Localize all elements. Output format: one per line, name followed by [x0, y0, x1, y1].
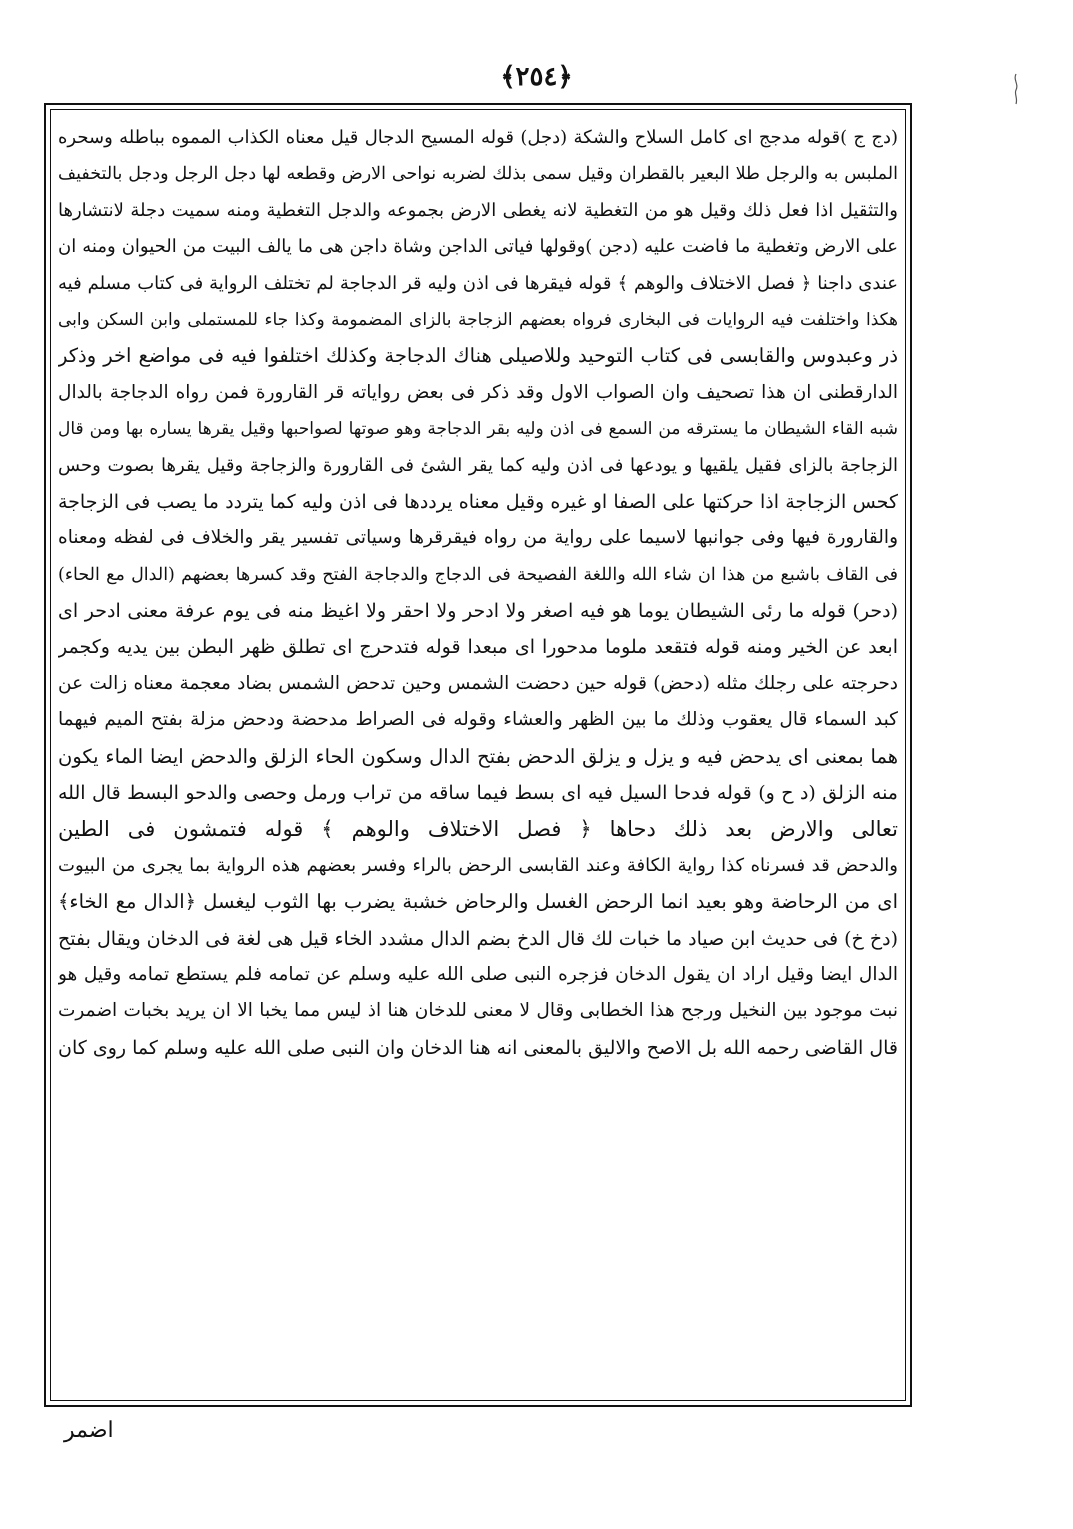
catchword: اضمر — [64, 1418, 114, 1443]
text-line: نبت موجود بين النخيل ورجح هذا الخطابى وقال لا معنى للدخان هنا اذ ليس مما يخبا الا ان يريد بخبات اضمرت — [58, 1000, 898, 1022]
text-line: قال القاضى رحمه الله بل الاصح والاليق بالمعنى انه هنا الدخان وان النبى صلى الله عليه وسلم كما روى كان — [58, 1036, 898, 1059]
text-line: منه الزلق (د ح و) قوله فدحا السيل فيه اى بسط فيما ساقه من تراب ورمل وحصى والدحو البسط قال الله — [58, 782, 898, 805]
text-line: عندى داجنا ﴿ فصل الاختلاف والوهم ﴾ قوله فيقرها فى اذن وليه قر الدجاجة لم تختلف الرواية فى كتاب مسلم فيه — [58, 272, 898, 294]
text-body — [58, 120, 898, 1395]
margin-mark-icon — [1010, 72, 1022, 106]
text-line: شبه القاء الشيطان ما يسترقه من السمع فى اذن وليه بقر الدجاجة وهو صوتها لصواحبها وقيل يقرها يساره بها ومن قال — [58, 419, 898, 440]
text-line: (دخ خ) فى حديث ابن صياد ما خبات لك قال الدخ بضم الدال مشدد الخاء قيل هى لغة فى الدخان ويقال بفتح — [58, 927, 898, 950]
text-line: الملبس به والرجل طلا البعير بالقطران وقيل سمى بذلك لضربه نواحى الارض وقطعه لها دجل الرجل ودجل بالتخفيف — [58, 164, 898, 185]
text-line: (دحر) قوله ما رئى الشيطان يوما هو فيه اصغر ولا ادحر ولا احقر ولا اغيظ منه فى يوم عرفة معنى ادحر اى — [58, 600, 898, 623]
text-line: هكذا واختلفت فيه الروايات فى البخارى فرواه بعضهم الزجاجة بالزاى المضمومة وكذا جاء للمستملى وابن السكن وابى — [58, 309, 898, 330]
text-line: الدارقطنى ان هذا تصحيف وان الصواب الاول وقد ذكر فى بعض رواياته قر القارورة فمن رواه الدجاجة بالدال — [58, 381, 898, 403]
text-line: (دج ج )قوله مدجج اى كامل السلاح والشكة (دجل) قوله المسيح الدجال قيل معناه الكذاب المموه بباطله وسحره — [58, 127, 898, 148]
text-line: على الارض وتغطية ما فاضت عليه (دجن )وقولها فياتى الداجن وشاة داجن هى ما يالف البيت من الحيوان ومنه ان — [58, 236, 898, 258]
text-line: تعالى والارض بعد ذلك دحاها ﴿ فصل الاختلاف والوهم ﴾ قوله فتمشون فى الطين — [58, 817, 898, 842]
text-line: ابعد عن الخير ومنه قوله فتقعد ملوما مدحورا اى مبعدا قوله فتدحرج اى تطلق ظهر البطن بين يديه وكجمر — [58, 636, 898, 659]
text-line: والتثقيل اذا فعل ذلك وقيل هو من التغطية لانه يغطى الارض بجموعه والدجل التغطية ومنه سميت دجلة لانتشارها — [58, 199, 898, 221]
text-line: فى القاف باشبع من هذا ان شاء الله واللغة الفصيحة فى الدجاج والدجاجة الفتح وقد كسرها بعضهم (الدال مع الحاء) — [58, 564, 898, 585]
text-line: ذر وعبدوس والقابسى فى كتاب التوحيد وللاصيلى هناك الدجاجة وكذلك اختلفوا فيه فى مواضع اخر وذكر — [58, 344, 898, 368]
text-line: هما بمعنى اى يدحض فيه و يزل و يزلق الدحض بفتح الدال وسكون الحاء الزلق والدحض ايضا الماء يكون — [58, 744, 898, 768]
text-line: الزجاجة بالزاى فقيل يلقيها و يودعها فى اذن وليه كما يقر الشئ فى القارورة والزجاجة وقيل يقرها بصوت وحس — [58, 454, 898, 476]
text-line: كحس الزجاجة اذا حركتها على الصفا او غيره وقيل معناه يرددها فى اذن وليه كما يتردد ما يصب فى الزجاجة — [58, 490, 898, 513]
text-line: والقارورة فيها وفى جوانبها لاسيما على رواية من رواه فيقرقرها وسياتى تفسير يقر والخلاف فى لفظه ومعناه — [58, 527, 898, 549]
text-line: اى من الرحاضة وهو بعيد انما الرحض الغسل والرحاض خشبة يضرب بها الثوب ليغسل ﴿الدال مع الخاء﴾ — [58, 890, 898, 914]
text-line: الدال ايضا وقيل اراد ان يقول الدخان فزجره النبى صلى الله عليه وسلم عن تمامه فلم يستطع تمامه وقيل هو — [58, 963, 898, 985]
text-line: كبد السماء قال يعقوب وذلك ما بين الظهر والعشاء وقوله فى الصراط مدحضة ودحض مزلة بفتح الميم فيهما — [58, 709, 898, 731]
text-line: دحرجته على رجلك مثله (دحض) قوله حين دحضت الشمس وحين تدحض الشمس بضاد معجمة معناه زالت عن — [58, 672, 898, 694]
text-line: والدحض قد فسرناه كذا رواية الكافة وعند القابسى الرحض بالراء وفسر بعضهم هذه الرواية بما يجرى من البيوت — [58, 854, 898, 876]
page-number: ﴿٢٥٤﴾ — [500, 62, 573, 92]
